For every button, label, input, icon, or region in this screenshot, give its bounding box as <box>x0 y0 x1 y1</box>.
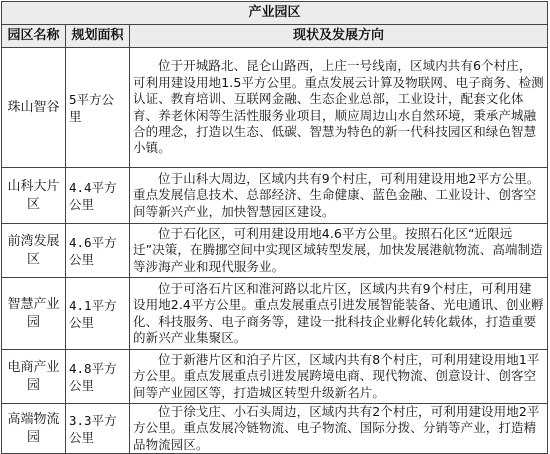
table-row <box>2 278 548 350</box>
park-name: 山科大片区 <box>2 168 66 224</box>
table-row <box>2 224 548 278</box>
park-description: 位于新港片区和泊子片区，区域内共有8个村庄，可利用建设用地1平方公里。重点发展重点引进发展跨境电商、现代物流、创意设计、创客空间等产业园区等，打造城区转型升级新名片。 <box>130 350 548 404</box>
park-name: 电商产业园 <box>2 350 66 404</box>
park-name: 珠山智谷 <box>2 48 66 168</box>
park-name: 智慧产业园 <box>2 278 66 350</box>
park-area: 5平方公里 <box>66 48 130 168</box>
park-area: 4.4平方公里 <box>66 168 130 224</box>
park-area: 4.1平方公里 <box>66 278 130 350</box>
table-row <box>2 168 548 224</box>
park-area: 4.6平方公里 <box>66 224 130 278</box>
header-planned-area: 规划面积 <box>66 25 130 48</box>
table-title: 产业园区 <box>2 2 548 25</box>
park-description: 位于可洛石片区和淮河路以北片区，区域内共有9个村庄，可利用建设用地2.4平方公里。重点发展重点引进发展智能装备、光电通讯、创业孵化、科技服务、电子商务等，建设一批科技企业孵化转化载体，打造重要的新兴产业集聚区。 <box>130 278 548 350</box>
table-row <box>2 350 548 404</box>
table-row <box>2 404 548 454</box>
park-area: 3.3平方公里 <box>66 404 130 454</box>
park-description: 位于石化区，可利用建设用地4.6平方公里。按照石化区“近限远迁”决策，在腾挪空间中实现区域转型发展，加快发展港航物流、高端制造等涉海产业和现代服务业。 <box>130 224 548 278</box>
table-row <box>2 48 548 168</box>
table-title-row <box>2 2 548 25</box>
park-description: 位于徐戈庄、小石头周边，区域内共有2个村庄，可利用建设用地2平方公里。重点发展冷链物流、电子物流、国际分拨、分销等产业，打造精品物流园区。 <box>130 404 548 454</box>
park-description: 位于山科大周边，区域内共有9个村庄，可利用建设用地2平方公里。重点发展信息技术、总部经济、生命健康、蓝色金融、工业设计、创客空间等新兴产业，加快智慧园区建设。 <box>130 168 548 224</box>
header-status-direction: 现状及发展方向 <box>130 25 548 48</box>
park-name: 前湾发展区 <box>2 224 66 278</box>
table-header-row <box>2 25 548 48</box>
park-area: 4.8平方公里 <box>66 350 130 404</box>
header-park-name: 园区名称 <box>2 25 66 48</box>
industrial-park-table <box>1 1 548 454</box>
park-description: 位于开城路北、昆仑山路西，上庄一号线南，区域内共有6个村庄，可利用建设用地1.5平方公里。重点发展云计算及物联网、电子商务、检测认证、教育培训、互联网金融、生态企业总部，工业设计，配套文化体育、养老休闲等生活性服务业项目，顺应周边山水自然环境，秉承产城融合的理念，打造以生态、低碳、智慧为特色的新一代科技园区和绿色智慧小镇。 <box>130 48 548 168</box>
park-name: 高端物流园 <box>2 404 66 454</box>
